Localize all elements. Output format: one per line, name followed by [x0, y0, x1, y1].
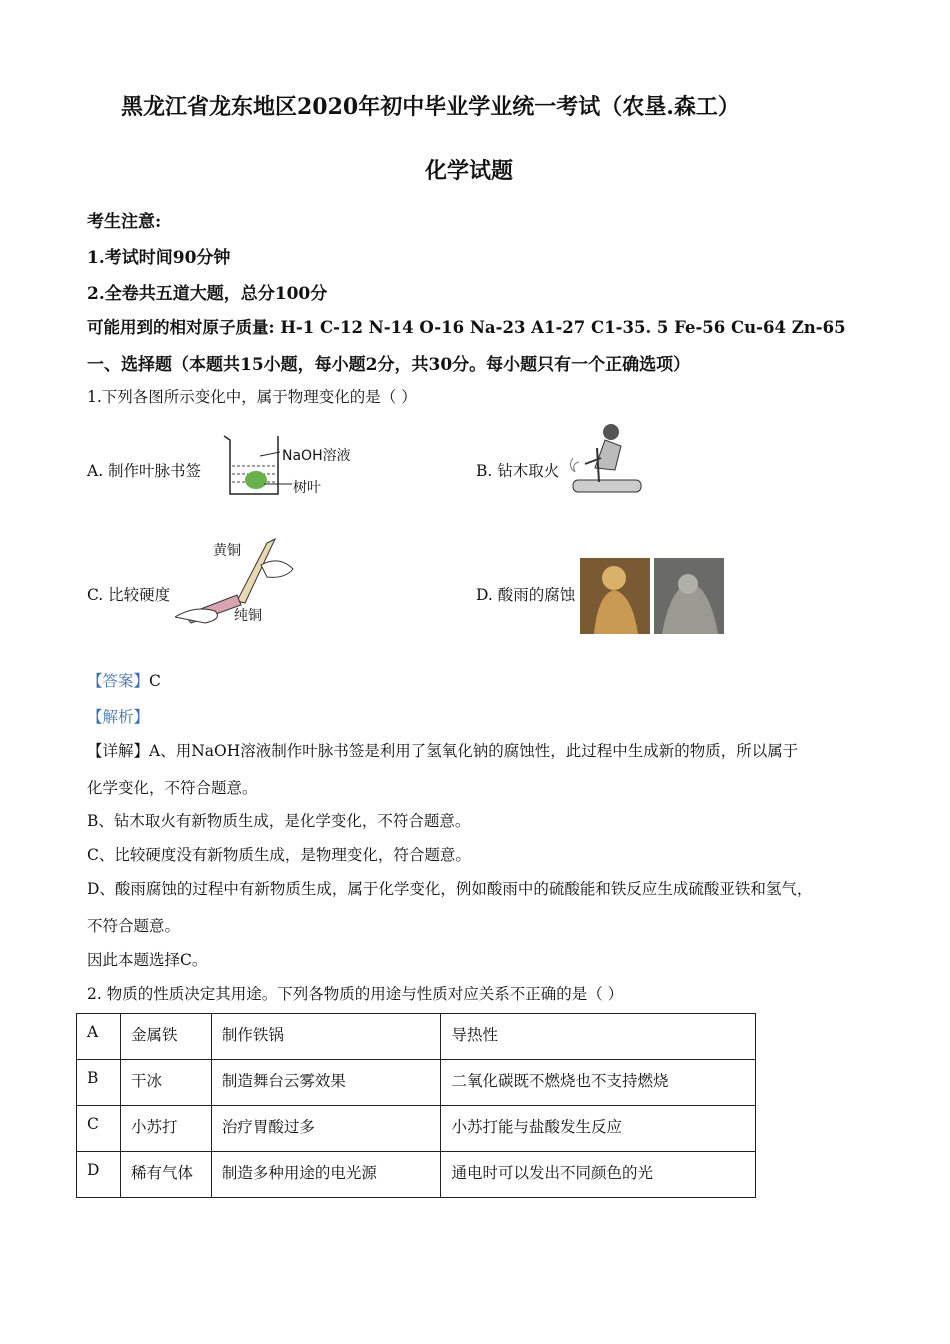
- question-2-stem: 2. 物质的性质决定其用途。下列各物质的用途与性质对应关系不正确的是（ ）: [87, 985, 624, 1003]
- table-cell: 制造舞台云雾效果: [211, 1060, 441, 1106]
- section-heading: 一、选择题（本题共15小题，每小题2分，共30分。每小题只有一个正确选项）: [87, 355, 691, 375]
- naoh-label: NaOH溶液: [282, 448, 351, 464]
- table-cell: C: [77, 1106, 121, 1152]
- notice-item-2: 2.全卷共五道大题，总分100分: [87, 284, 328, 304]
- detail-line-1: 【详解】A、用NaOH溶液制作叶脉书签是利用了氢氧化钠的腐蚀性，此过程中生成新的物质，所以属于: [87, 742, 799, 760]
- atomic-masses: 可能用到的相对原子质量: H-1 C-12 N-14 O-16 Na-23 A1-27 C1-35. 5 Fe-56 Cu-64 Zn-65: [87, 318, 846, 337]
- table-cell: B: [77, 1060, 121, 1106]
- detail-d-1: D、酸雨腐蚀的过程中有新物质生成，属于化学变化，例如酸雨中的硫酸能和铁反应生成硫酸亚铁和氢气，: [87, 880, 813, 898]
- drilling-fire-figure: [565, 418, 645, 500]
- table-cell: 干冰: [120, 1060, 211, 1106]
- table-cell: 治疗胃酸过多: [211, 1106, 441, 1152]
- table-cell: D: [77, 1152, 121, 1198]
- table-row: [77, 1106, 756, 1152]
- page-subtitle: 化学试题: [425, 158, 514, 184]
- detail-c: C、比较硬度没有新物质生成，是物理变化，符合题意。: [87, 846, 471, 864]
- beaker-figure: [220, 432, 360, 502]
- table-cell: 制作铁锅: [211, 1014, 441, 1060]
- table-cell: 制造多种用途的电光源: [211, 1152, 441, 1198]
- table-cell: 小苏打能与盐酸发生反应: [441, 1106, 756, 1152]
- table-cell: 稀有气体: [120, 1152, 211, 1198]
- question-2-table: [76, 1013, 756, 1198]
- detail-b: B、钻木取火有新物质生成，是化学变化，不符合题意。: [87, 812, 471, 830]
- option-c: C. 比较硬度: [87, 586, 171, 604]
- option-d: D. 酸雨的腐蚀: [476, 586, 576, 604]
- answer-value: C: [149, 672, 161, 690]
- table-row: [77, 1060, 756, 1106]
- analysis-tag: 【解析】: [87, 708, 150, 726]
- leaf-label: 树叶: [293, 480, 321, 496]
- acid-rain-statue-photo: [580, 558, 724, 634]
- page-title: 黑龙江省龙东地区2020年初中毕业学业统一考试（农垦.森工）: [121, 94, 740, 120]
- option-b: B. 钻木取火: [476, 462, 560, 480]
- table-cell: 通电时可以发出不同颜色的光: [441, 1152, 756, 1198]
- notice-item-1: 1.考试时间90分钟: [87, 248, 231, 268]
- brass-label: 黄铜: [213, 543, 241, 559]
- table-row: [77, 1014, 756, 1060]
- option-a: A. 制作叶脉书签: [87, 462, 202, 480]
- table-cell: 小苏打: [120, 1106, 211, 1152]
- table-cell: 二氧化碳既不燃烧也不支持燃烧: [441, 1060, 756, 1106]
- table-cell: A: [77, 1014, 121, 1060]
- question-1-stem: 1.下列各图所示变化中，属于物理变化的是（ ）: [87, 388, 417, 406]
- answer-tag: 【答案】: [87, 672, 150, 690]
- table-cell: 金属铁: [120, 1014, 211, 1060]
- conclusion: 因此本题选择C。: [87, 951, 208, 969]
- table-cell: 导热性: [441, 1014, 756, 1060]
- answer-row: [87, 669, 161, 691]
- table-row: [77, 1152, 756, 1198]
- copper-label: 纯铜: [234, 608, 262, 624]
- notice-heading: 考生注意:: [87, 212, 162, 232]
- detail-line-2: 化学变化，不符合题意。: [87, 779, 258, 797]
- detail-d-2: 不符合题意。: [87, 917, 181, 935]
